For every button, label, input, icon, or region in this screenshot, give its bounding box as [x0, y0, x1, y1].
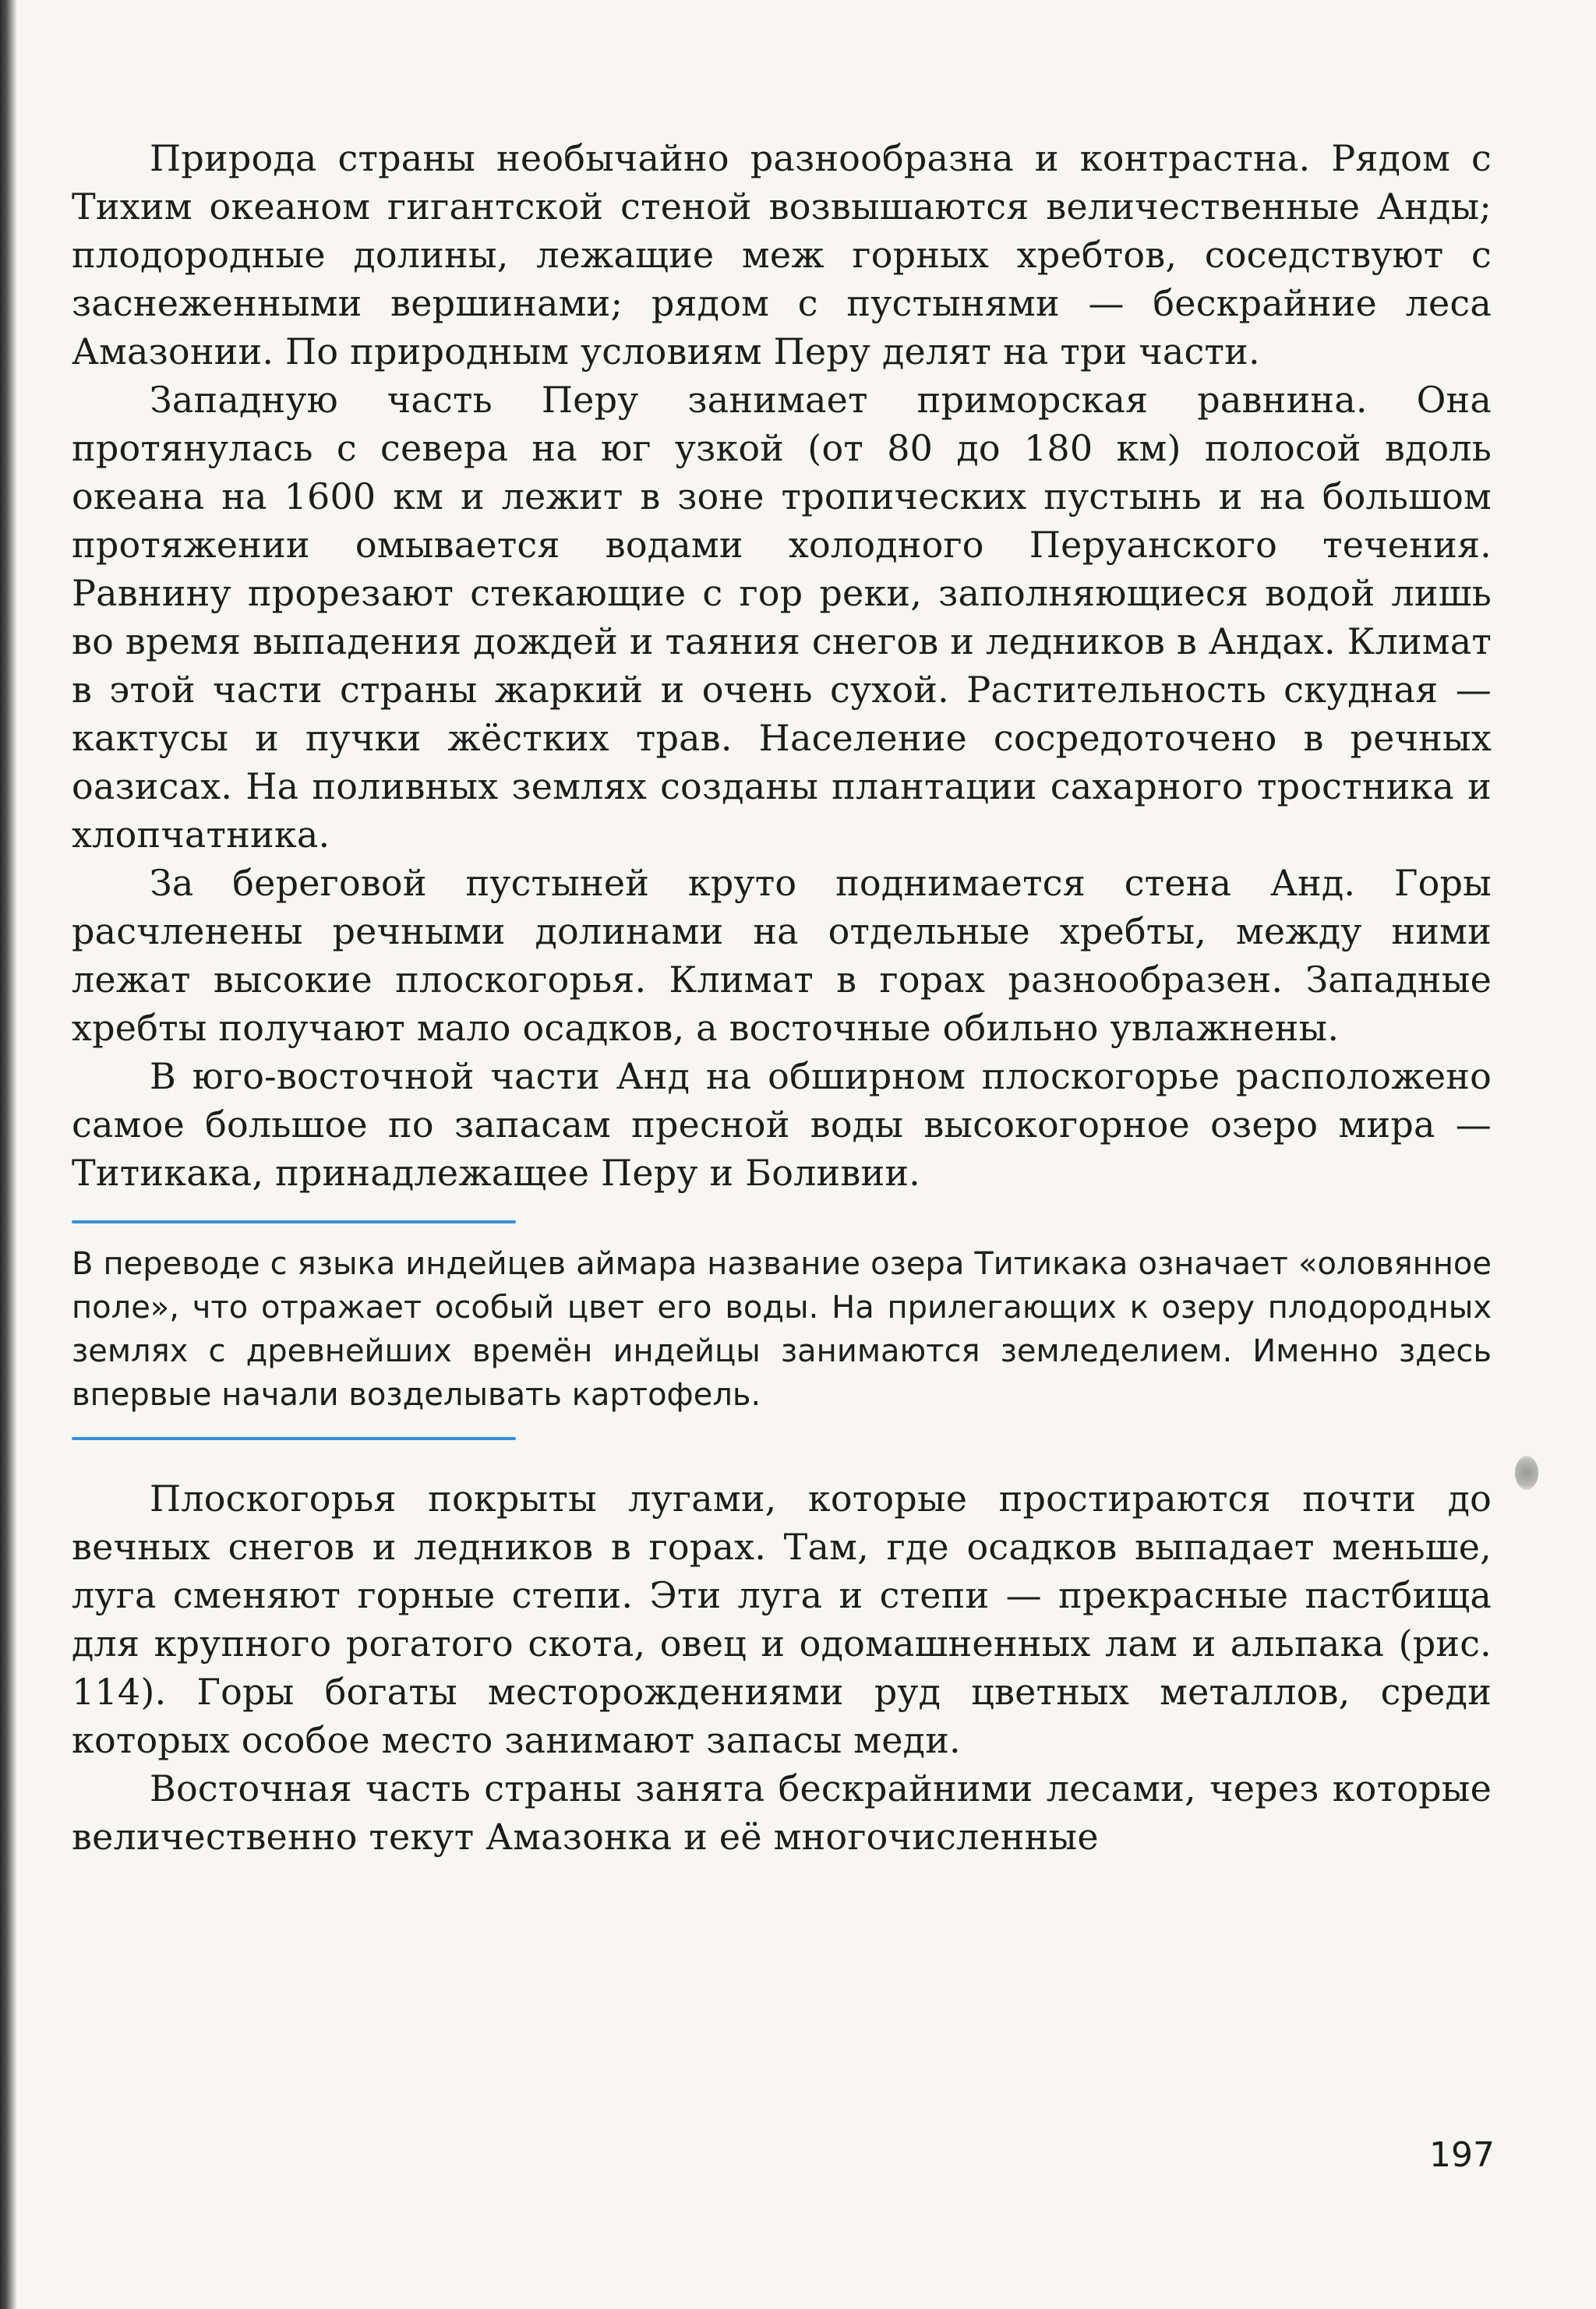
- paper-spot: [1515, 1456, 1538, 1490]
- paragraph-western-plain: Западную часть Перу занимает приморская равнина. Она протянулась с севера на юг узкой (от 80 до 180 км) полосой вдоль океана на 1600 км и лежит в зоне тропических пустынь и на большом протяжении омывается водами холодного Перуанского течения. Равнину прорезают стекающие с гор реки, заполняющиеся водой лишь во время выпадения дождей и таяния снегов и ледников в Андах. Климат в этой части страны жаркий и очень сухой. Растительность скудная — кактусы и пучки жёстких трав. Население сосредоточено в речных оазисах. На поливных землях созданы плантации сахарного тростника и хлопчатника.: [72, 379, 1492, 856]
- paragraph-eastern-forests: Восточная часть страны занята бескрайними лесами, через которые величественно текут Амазонка и её многочисленные: [72, 1767, 1492, 1858]
- paragraph-plateaus: Плоскогорья покрыты лугами, которые простираются почти до вечных снегов и ледников в горах. Там, где осадков выпадает меньше, луга сменяют горные степи. Эти луга и степи — прекрасные пастбища для крупного рогатого скота, овец и одомашненных лам и альпака (рис. 114). Горы богаты месторождениями руд цветных металлов, среди которых особое место занимают запасы меди.: [72, 1478, 1492, 1761]
- paragraph-titicaca: В юго-восточной части Анд на обширном плоскогорье расположено самое большое по запасам пресной воды высокогорное озеро мира — Титикака, принадлежащее Перу и Боливии.: [72, 1055, 1492, 1194]
- paragraph-andes: За береговой пустыней круто поднимается стена Анд. Горы расчленены речными долинами на отдельные хребты, между ними лежат высокие плоскогорья. Климат в горах разнообразен. Западные хребты получают мало осадков, а восточные обильно увлажнены.: [72, 862, 1492, 1049]
- page-number: 197: [1429, 2135, 1495, 2175]
- page-content: [72, 134, 1492, 1861]
- page-spine-edge: [0, 0, 17, 2309]
- info-box-text: В переводе с языка индейцев аймара название озера Титикака означает «оловянное поле», что отражает особый цвет его воды. На прилегающих к озеру плодородных землях с древнейших времён индейцы занимаются земледелием. Именно здесь впервые начали возделывать картофель.: [72, 1246, 1492, 1413]
- info-box-bottom-rule: [72, 1437, 516, 1440]
- info-box-top-rule: [72, 1220, 516, 1223]
- paragraph-nature: Природа страны необычайно разнообразна и контрастна. Рядом с Тихим океаном гигантской стеной возвышаются величественные Анды; плодородные долины, лежащие меж горных хребтов, соседствуют с заснеженными вершинами; рядом с пустынями — бескрайние леса Амазонии. По природным условиям Перу делят на три части.: [72, 137, 1492, 372]
